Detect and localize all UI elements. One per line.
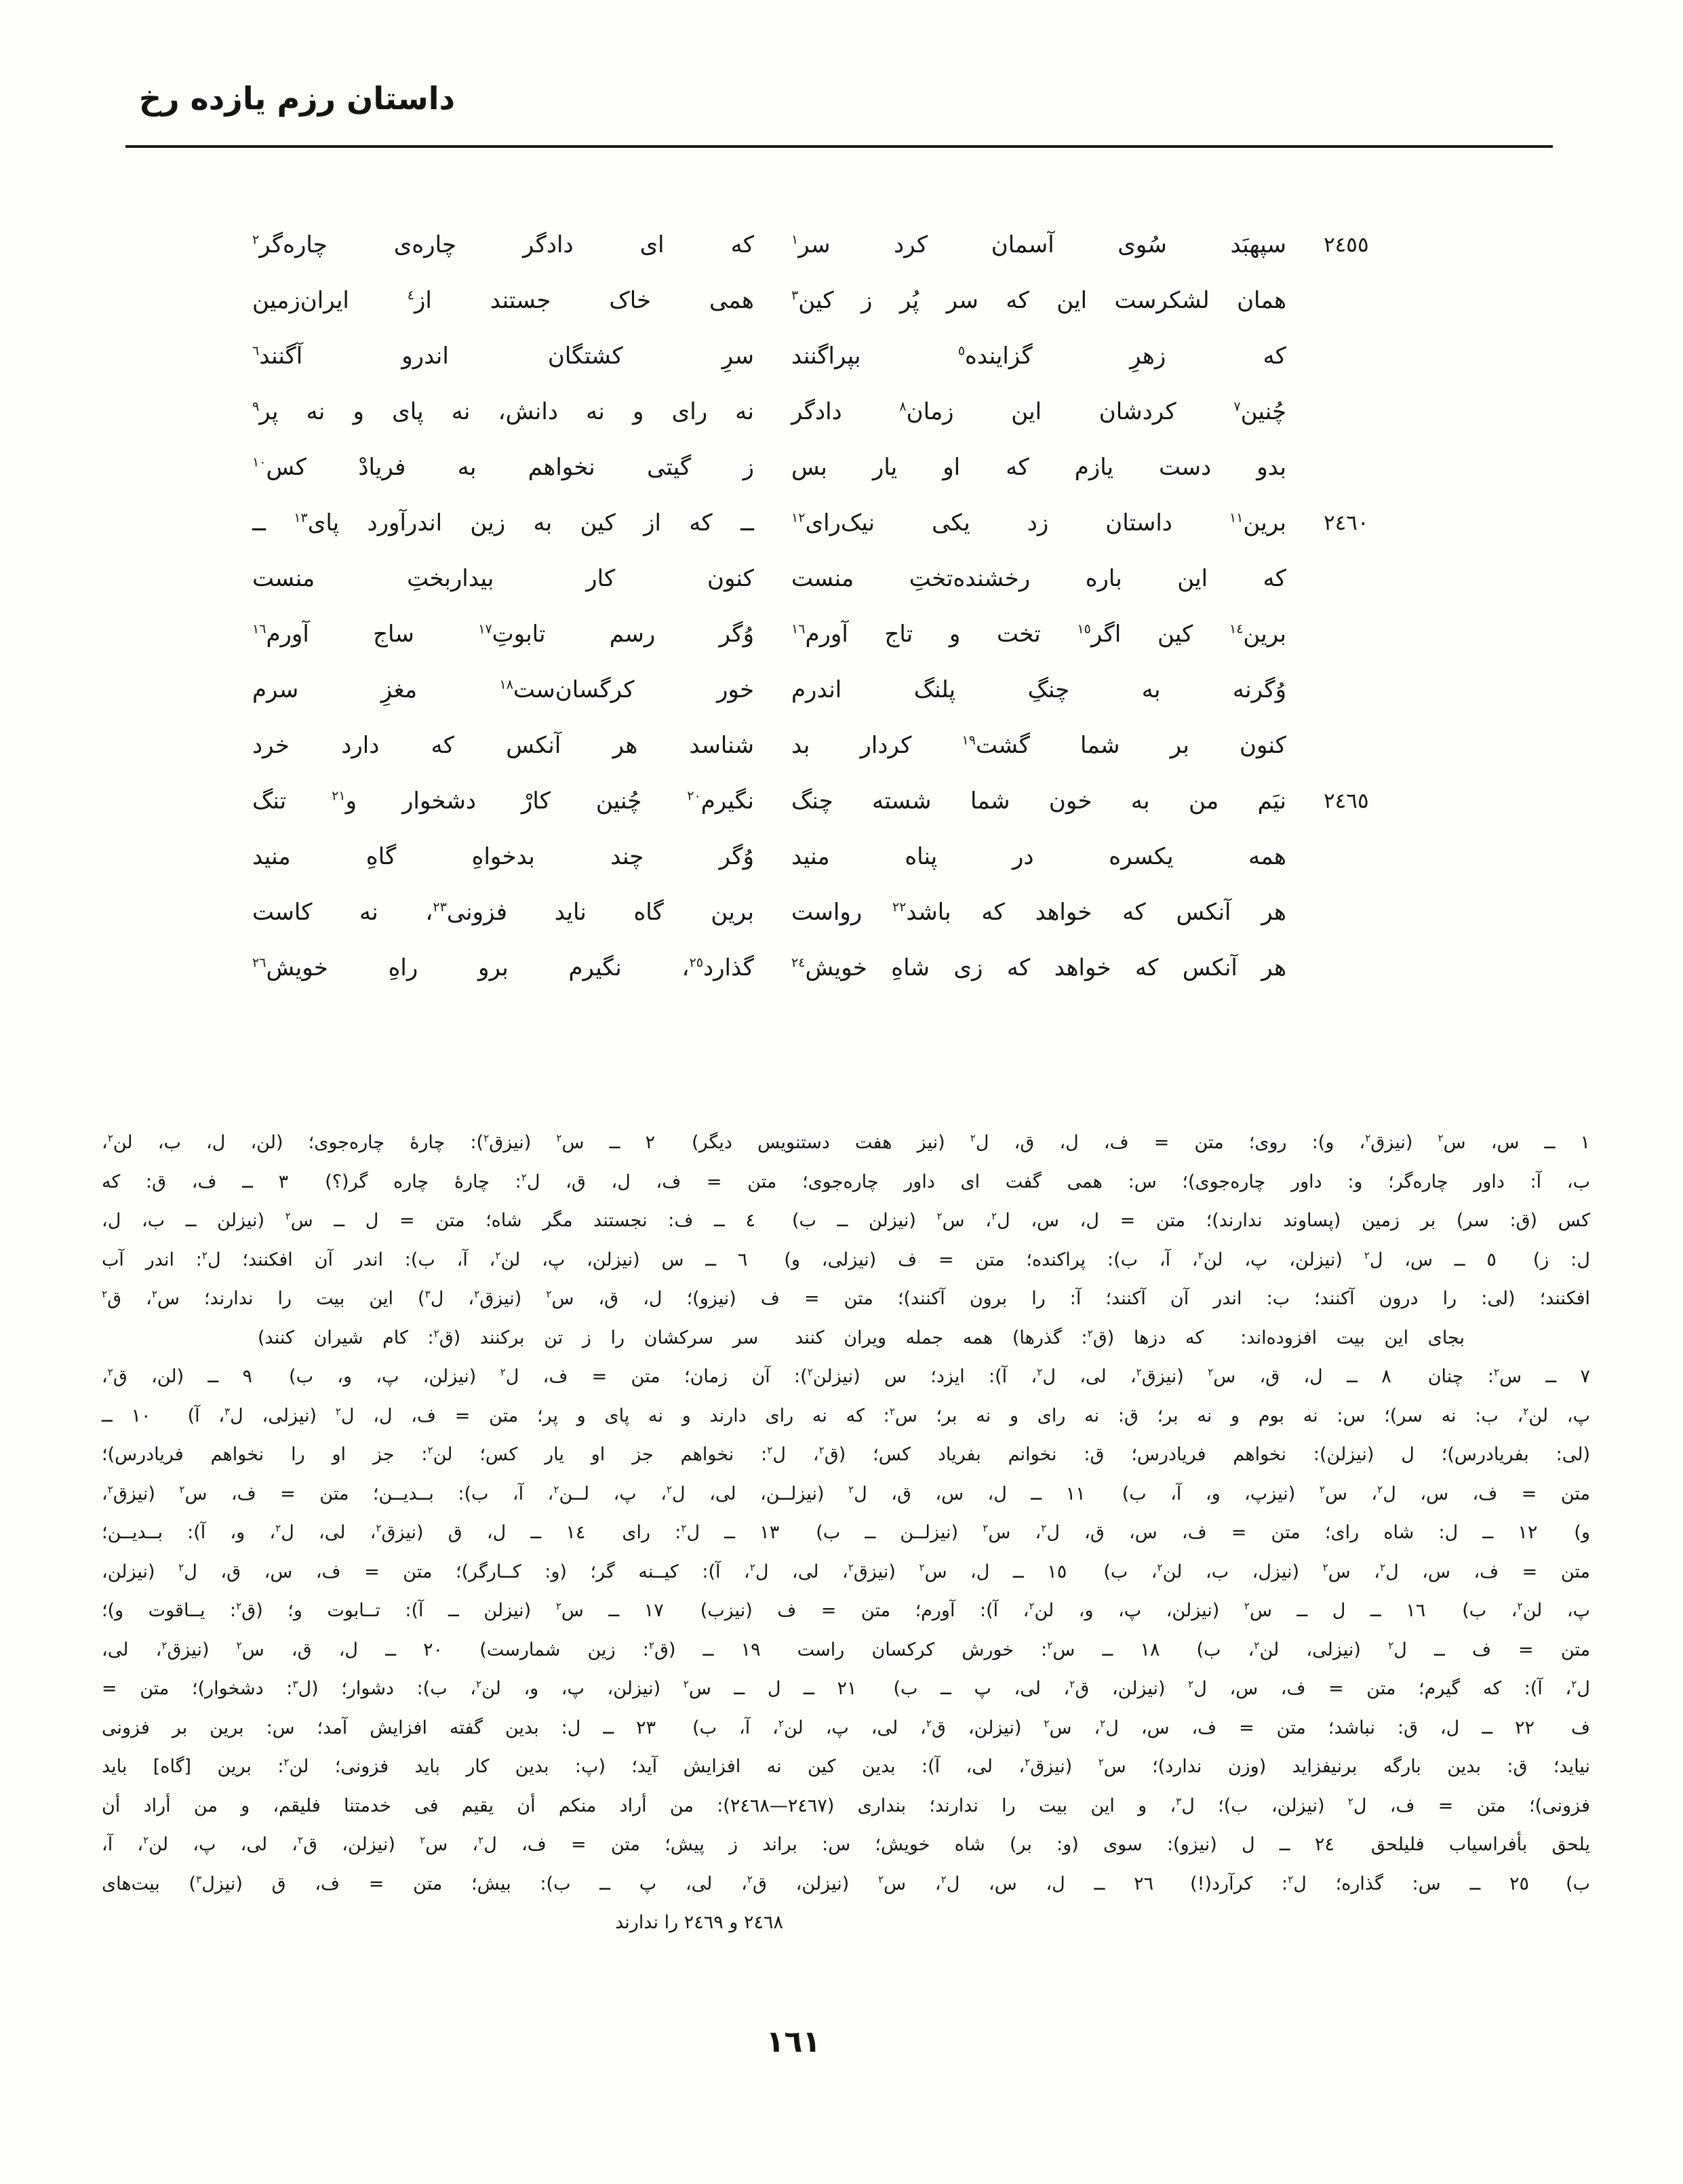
apparatus-line: پ، لن$^٢$، ب) ١٦ ــ ل ــ س$^٢$ (نیزلن، پ، و، لن$^٢$، آ): آورم؛ متن = ف (نیزب) ١٧ ــ س$^٢$ (نیزلن ــ آ): تــابوت و؛ (ق$^٢$: یــاقوت و)؛ <box>102 1600 1590 1621</box>
hemistich-left: نگیرم$^{٢٠}$ چُنین کارْ دشخوار و$^{٢١}$ تنگ <box>252 787 754 815</box>
hemistich-left: ــ که از کین به زین اندرآورد پای$^{١٣}$ ــ <box>252 509 754 537</box>
critical-apparatus <box>102 1123 1590 1943</box>
hemistich-left: وُگر چند بدخواهِ گاهِ منید <box>252 843 754 870</box>
apparatus-line: فزونی)؛ متن = ف، ل$^٢$ (نیزلن، ب)؛ ل$^٣$، و این بیت را ندارند؛ بنداری (٢٤٦٧—٢٤٦٨): من أراد منکم أن یقیم فی خدمتنا فلیقم، و من أراد أن <box>102 1795 1590 1816</box>
hemistich-left: وُگر رسم تابوتِ$^{١٧}$ ساج آورم$^{١٦}$ <box>252 621 754 648</box>
hemistich-left: ز گیتی نخواهم به فریادْ کس$^{١٠}$ <box>252 454 754 481</box>
hemistich-left: همی خاک جستند از$^٤$ ایران‌زمین <box>252 287 754 314</box>
apparatus-line: (لی: بفریادرس)؛ ل (نیزلن): نخواهم فریادرس؛ ق: نخوانم بفریاد کس؛ (ق$^٢$، ل$^٢$: نخواهم جز او یار کس؛ لن$^٢$: جز او را نخواهم فریادرس)؛ <box>102 1444 1590 1465</box>
hemistich-right: وُگرنه به چنگِ پلنگ اندرم <box>791 676 1286 703</box>
verse-number <box>1324 940 1412 996</box>
apparatus-line: ل$^٢$، آ): که گیرم؛ متن = ف، س، ل$^٢$ (نیزلن، ق$^٢$، لی، پ ــ ب) ٢١ ــ ل ــ س$^٢$ (نیزلن، پ، و، لن$^٢$، ب): دشوار؛ (ل$^٣$: دشخوار)؛ متن = <box>102 1678 1590 1699</box>
hemistich-left: نه رای و نه دانش، نه پای و نه پر$^٩$ <box>252 398 754 425</box>
hemistich-right: کنون بر شما گشت$^{١٩}$ کردار بد <box>791 732 1286 759</box>
apparatus-line: متن = ف ــ ل$^٢$ (نیزلی، لن$^٢$، ب) ١٨ ــ س$^٢$: خورش کرکسان راست ١٩ ــ (ق$^٢$: زین شمارست) ٢٠ ــ ل، ق، س$^٢$ (نیزق$^٢$، لی، <box>102 1639 1591 1660</box>
apparatus-line-continuation: ٢٤٦٨ و ٢٤٦٩ را ندارند <box>615 1912 783 1933</box>
hemistich-right: که این باره رخشنده‌تختِ منست <box>791 565 1286 592</box>
apparatus-line: پ، لن$^٢$، ب: نه سر)؛ س: نه بوم و نه بر؛ ق: نه رای و نه بر؛ س$^٢$: که نه رای دارند و نه پای و پر؛ متن = ف، ل، ل$^٢$ (نیزلی، ل$^٣$، آ) ١٠ ــ <box>102 1405 1590 1426</box>
apparatus-inserted-couplet: بجای این بیت افزوده‌اند: که دزها (ق$^٢$: گذرها) همه جمله ویران کنند سر سرکشان را ز تن برکنند (ق$^٢$: کام شیران کنند) <box>258 1327 1465 1348</box>
hemistich-left: خور کرگسان‌ست$^{١٨}$ مغزِ سرم <box>252 676 754 703</box>
apparatus-line: ل: ز) ٥ ــ س، ل$^٢$ (نیزلن، پ، لن$^٢$، آ، ب): پراکنده؛ متن = ف (نیزلی، و) ٦ ــ س (نیزلن، پ، لن$^٢$، آ، ب): اندر آن افکنند؛ ل$^٢$: اندر آب <box>102 1249 1590 1270</box>
hemistich-right: سپهبَد سُوی آسمان کرد سر$^١$ <box>791 231 1286 258</box>
verse-number <box>1324 606 1412 662</box>
apparatus-line: ١ ــ س، س$^٢$ (نیزق$^٢$، و): روی؛ متن = ف، ل، ق، ل$^٢$ (نیز هفت دستنویس دیگر) ٢ ــ س$^٢$ (نیزق$^٢$): چارهٔ چاره‌جوی؛ (لن، ل، ب، لن$^٢$، <box>102 1132 1591 1153</box>
verse-number <box>1324 829 1412 884</box>
verse-number: ٢٤٥٥ <box>1324 233 1369 257</box>
apparatus-line: یلحق بأفراسیاب فلیلحق ٢٤ ــ ل (نیزو): سوی (و: بر) شاه خویش؛ س: براند ز پیش؛ متن = ف، ل$^٢$، س$^٢$ (نیزلن، ق$^٢$، لی، پ، لن$^٢$، آ، <box>102 1834 1590 1855</box>
verse-number <box>1324 718 1412 773</box>
verse-number: ٢٤٦٥ <box>1324 789 1369 813</box>
running-head-title: داستان رزم یازده رخ <box>139 80 456 117</box>
hemistich-right: چُنین$^٧$ کردشان این زمان$^٨$ دادگر <box>791 398 1287 425</box>
hemistich-right: هر آنکس که خواهد که باشد$^{٢٢}$ رواست <box>791 899 1286 926</box>
hemistich-right: که زهرِ گزاینده$^٥$ بپراگنند <box>791 343 1286 370</box>
apparatus-line: و) ١٢ ــ ل: شاه رای؛ متن = ف، س، ق، ل$^٢$، س$^٢$ (نیزلــن ــ ب) ١٣ ــ ل$^٢$: رای ١٤ ــ ل، ق (نیزق$^٢$، لی، ل$^٢$، و، آ): بــدیــن؛ <box>102 1522 1590 1543</box>
hemistich-right: برین$^{١١}$ داستان زد یکی نیک‌رای$^{١٢}$ <box>791 509 1286 537</box>
poem-block <box>252 217 1412 996</box>
apparatus-line: ب، آ: داور چاره‌گر؛ و: داور چاره‌جوی)؛ س: همی گفت ای داور چاره‌جوی؛ متن = ف، ل، ق، ل$^٢$: چارهٔ چاره گر(؟) ٣ ــ ف، ق: که <box>102 1171 1590 1192</box>
apparatus-line: ٧ ــ س$^٢$: چنان ٨ ــ ل، ق، س$^٢$ (نیزق$^٢$، لی، ل$^٢$، آ): ایزد؛ س (نیزلن$^٢$): آن زمان؛ متن = ف، ل$^٢$ (نیزلن، پ، و، ب) ٩ ــ (لن، ق$^٢$، <box>102 1366 1590 1387</box>
hemistich-left: سرِ کشتگان اندرو آگنند$^٦$ <box>252 343 754 370</box>
apparatus-line: ف ٢٢ ــ ل، ق: نباشد؛ متن = ف، س، ل$^٢$، س$^٢$ (نیزلن، ق$^٢$، لی، پ، لن$^٢$، آ، ب) ٢٣ ــ ل: بدین گفته افزایش آمد؛ س: برین بر فزونی <box>102 1717 1590 1738</box>
verse-number <box>1324 662 1412 718</box>
apparatus-line: متن = ف، س، ل$^٢$، س$^٢$ (نیزپ، و، آ، ب) ١١ ــ ل، س، ق، ل$^٢$ (نیزلــن، لی، ل$^٢$، پ، لــن$^٢$، آ، ب): بــدیــن؛ متن = ف، س$^٢$ (نیزق$^٢$، <box>102 1483 1590 1504</box>
hemistich-left: کنون کار بیداربختِ منست <box>252 565 754 592</box>
hemistich-right: هر آنکس که خواهد که زی شاهِ خویش$^{٢٤}$ <box>791 954 1286 981</box>
verse-number <box>1324 384 1412 440</box>
verse-number <box>1324 328 1412 384</box>
verse-number: ٢٤٦٠ <box>1324 511 1369 535</box>
hemistich-right: نیَم من به خون شما شسته چنگ <box>791 787 1286 815</box>
verse-number <box>1324 273 1412 328</box>
hemistich-right: برین$^{١٤}$ کین اگر$^{١٥}$ تخت و تاج آورم$^{١٦}$ <box>791 621 1286 648</box>
header-rule <box>125 145 1553 148</box>
apparatus-line: نیاید؛ ق: بدین بارگه برنیفزاید (وزن ندارد)؛ س$^٢$ (نیزق$^٢$، لی، آ): بدین کین نه افزایش آید؛ (پ: بدین کار باید فزونی؛ لن$^٢$: برین [گاه] باید <box>102 1756 1591 1777</box>
hemistich-left: گذارد$^{٢٥}$، نگیرم برو راهِ خویش$^{٢٦}$ <box>252 954 754 981</box>
verse-number <box>1324 551 1412 606</box>
hemistich-left: برین گاه ناید فزونی$^{٢٣}$، نه کاست <box>252 899 755 926</box>
hemistich-left: که ای دادگر چاره‌ی چاره‌گر$^٢$ <box>252 231 754 258</box>
page-number: ١٦١ <box>766 2025 821 2059</box>
verse-number <box>1324 884 1412 940</box>
apparatus-line: متن = ف، س، ل$^٢$، س$^٢$ (نیزل، ب، لن$^٢$، ب) ١٥ ــ ل، س$^٢$ (نیزق$^٢$، لی، ل$^٢$، آ): کیــنه گر؛ (و: کــارگر)؛ متن = ف، س، ق، ل$^٢$ (نیزلن، <box>102 1561 1591 1582</box>
verse-number <box>1324 440 1412 495</box>
apparatus-line: کس (ق: سر) بر زمین (پساوند ندارند)؛ متن = ل، س، ل$^٢$، س$^٢$ (نیزلن ــ ب) ٤ ــ ف: نجستند مگر شاه؛ متن = ل ــ س$^٢$ (نیزلن ــ ب، ل، <box>102 1210 1590 1231</box>
hemistich-right: همه یکسره در پناه منید <box>791 843 1286 870</box>
hemistich-right: همان لشکرست این که سر پُر ز کین$^٣$ <box>791 287 1286 314</box>
hemistich-right: بدو دست یازم که او یار بس <box>791 454 1286 481</box>
apparatus-line: افکنند؛ (لی: را درون آکنند؛ ب: اندر آن آکنند؛ آ: را برون آکنند)؛ متن = ف (نیزو)؛ ل، ق، س$^٢$ (نیزق$^٢$، ل$^٣$) این بیت را ندارند؛ س$^٢$، ق$^٢$ <box>102 1288 1591 1309</box>
apparatus-line: ب) ٢٥ ــ س: گذاره؛ ل$^٢$: کرآرد(!) ٢٦ ــ ل، س، ل$^٢$، س$^٢$ (نیزلن، ق$^٢$، لی، پ ــ ب): بیش؛ متن = ف، ق (نیزل$^٣$) بیت‌های <box>102 1873 1591 1894</box>
hemistich-left: شناسد هر آنکس که دارد خرد <box>252 732 754 759</box>
